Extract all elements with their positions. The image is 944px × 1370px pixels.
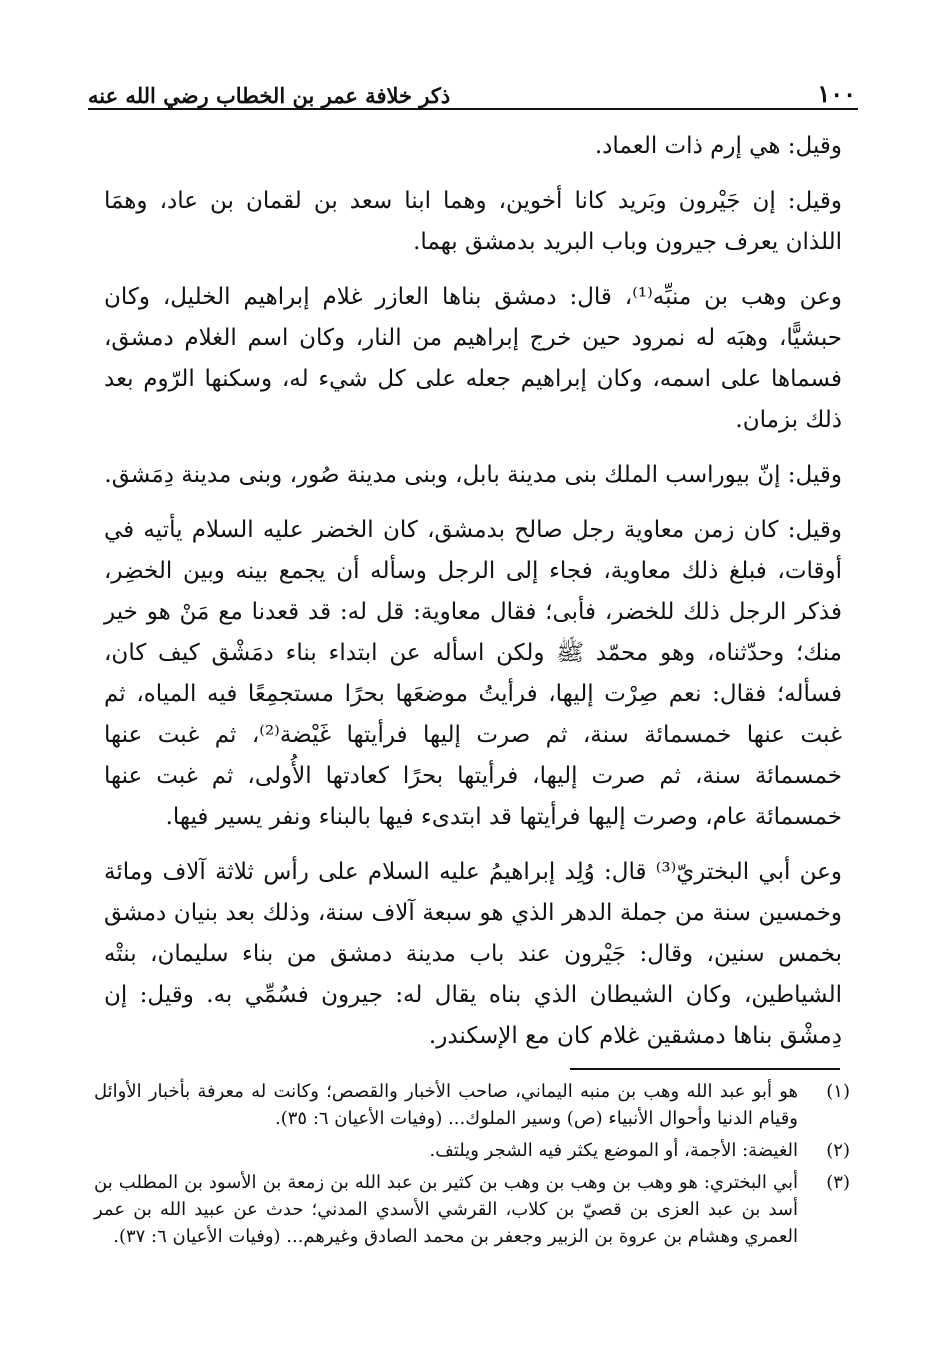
footnote bbox=[94, 1169, 850, 1250]
paragraph: وعن وهب بن منبِّه⁽¹⁾، قال: دمشق بناها العازر غلام إبراهيم الخليل، وكان حبشيًّا، وهبَه له نمرود حين خرج إبراهيم من النار، وكان اسم الغلام دمشق، فسماها على اسمه، وكان إبراهيم جعله على كل شيء له، وسكنها الرّوم بعد ذلك بزمان. bbox=[104, 284, 842, 433]
paragraph: وقيل: إن جَيْرون وبَريد كانا أخوين، وهما ابنا سعد بن لقمان بن عاد، وهمَا اللذان يعرف جيرون وباب البريد بدمشق بهما. bbox=[104, 188, 842, 255]
footnote-text: الغيضة: الأجمة، أو الموضع يكثر فيه الشجر ويلتف. bbox=[429, 1140, 798, 1161]
main-text bbox=[104, 126, 842, 1068]
running-title: ذكر خلافة عمر بن الخطاب رضي الله عنه bbox=[88, 83, 451, 108]
page-number: ١٠٠ bbox=[817, 79, 856, 108]
paragraph: وقيل: كان زمن معاوية رجل صالح بدمشق، كان الخضر عليه السلام يأتيه في أوقات، فبلغ ذلك معاوية، فجاء إلى الرجل وسأله أن يجمع بينه وبين الخضِر، فذكر الرجل ذلك للخضر، فأبى؛ فقال معاوية: قل له: قد قعدنا مع مَنْ هو خير منك؛ وحدّثناه، وهو محمّد ﷺ ولكن اسأله عن ابتداء بناء دمَشْق كيف كان، فسأله؛ فقال: نعم صِرْت إليها، فرأيتُ موضعَها بحرًا مستجمِعًا فيه المياه، ثم غبت عنها خمسمائة سنة، ثم صرت إليها فرأيتها غَيْضة⁽²⁾، ثم غبت عنها خمسمائة سنة، ثم صرت إليها، فرأيتها بحرًا كعادتها الأُولى، ثم غبت عنها خمسمائة عام، وصرت إليها فرأيتها قد ابتدىء فيها بالبناء ونفر يسير فيها. bbox=[104, 517, 842, 830]
paragraph: وقيل: إنّ بيوراسب الملك بنى مدينة بابل، وبنى مدينة صُور، وبنى مدينة دِمَشق. bbox=[104, 462, 842, 488]
footnote-text: أبي البختري: هو وهب بن وهب بن وهب بن كثير بن عبد الله بن زمعة بن الأسود بن المطلب بن أسد بن عبد العزى بن قصيّ بن كلاب، القرشي الأسدي المدني؛ حدث عن عبيد الله بن عمر العمري وهشام بن عروة بن الزبير وجعفر بن محمد الصادق وغيرهم... (وفيات الأعيان ٦: ٣٧). bbox=[94, 1172, 798, 1247]
header-divider bbox=[88, 108, 858, 110]
paragraph: وقيل: هي إرم ذات العماد. bbox=[594, 133, 842, 159]
footnote-number: (٣) bbox=[826, 1172, 850, 1193]
footnotes bbox=[94, 1078, 850, 1255]
footnote-number: (١) bbox=[826, 1081, 850, 1102]
footnote-number: (٢) bbox=[826, 1140, 850, 1161]
footnote bbox=[94, 1078, 850, 1132]
page-header bbox=[88, 66, 856, 106]
footnote bbox=[94, 1137, 850, 1164]
footnote-divider bbox=[570, 1068, 840, 1070]
paragraph: وعن أبي البختريّ⁽³⁾ قال: وُلِد إبراهيمُ عليه السلام على رأس ثلاثة آلاف ومائة وخمسين سنة من جملة الدهر الذي هو سبعة آلاف سنة، وذلك بعد بنيان دمشق بخمس سنين، وقال: جَيْرون عند باب مدينة دمشق من بناء سليمان، بنتْه الشياطين، وكان الشيطان الذي بناه يقال له: جيرون فسُمِّي به. وقيل: إن دِمشْق بناها دمشقين غلام كان مع الإسكندر. bbox=[104, 859, 843, 1049]
footnote-text: هو أبو عبد الله وهب بن منبه اليماني، صاحب الأخبار والقصص؛ وكانت له معرفة بأخبار الأوائل وقيام الدنيا وأحوال الأنبياء (ص) وسير الملوك... (وفيات الأعيان ٦: ٣٥). bbox=[94, 1081, 798, 1129]
